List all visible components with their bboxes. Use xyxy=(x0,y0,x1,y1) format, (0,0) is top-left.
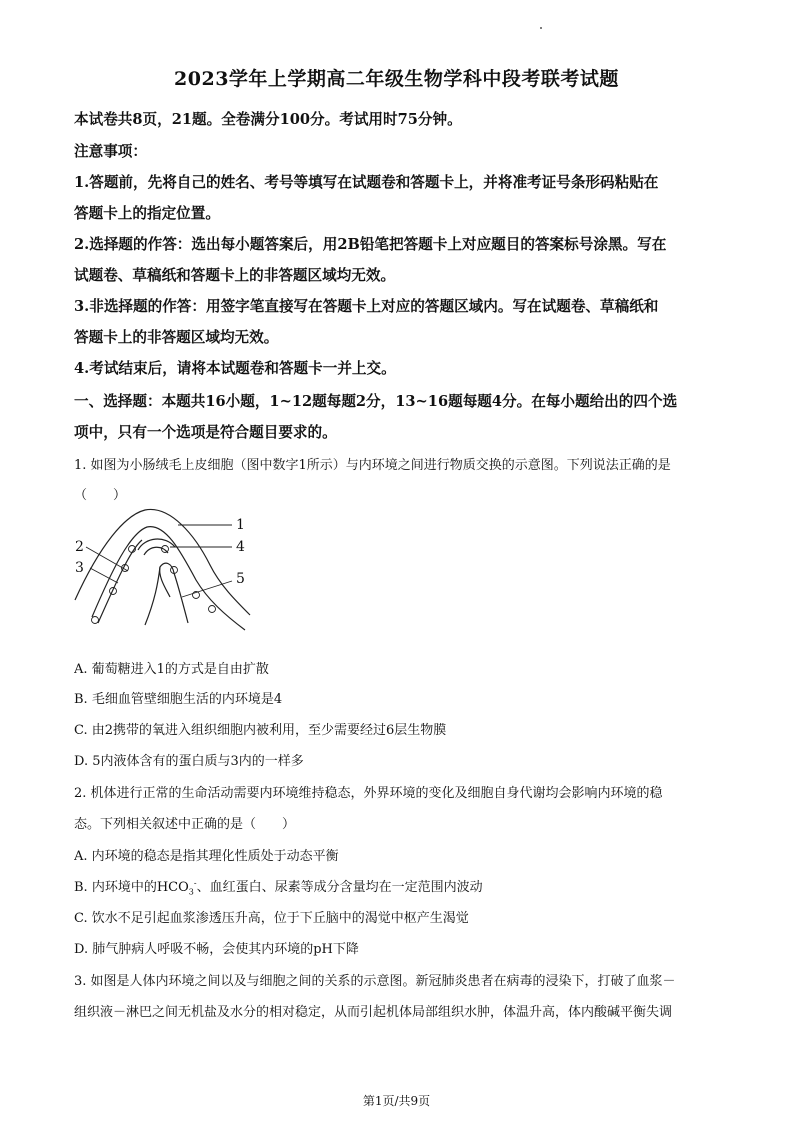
section-heading: 一、选择题：本题共16小题，1~12题每题2分，13~16题每题4分。在每小题给出的四个选 xyxy=(74,393,678,410)
q2-option-b-sup: - xyxy=(193,878,197,888)
cell-nucleus xyxy=(92,617,99,624)
figure-label-4: 4 xyxy=(236,539,245,555)
lymph-vessel-top xyxy=(138,539,175,550)
q1-option-c: C. 由2携带的氧进入组织细胞内被利用，至少需要经过6层生物膜 xyxy=(74,723,447,738)
q2-option-a: A. 内环境的稳态是指其理化性质处于动态平衡 xyxy=(74,849,339,864)
q2-option-b-sub: 3 xyxy=(188,887,194,897)
q2-stem: 2. 机体进行正常的生命活动需要内环境维持稳态，外界环境的变化及细胞自身代谢均会影响内环境的稳 xyxy=(74,786,663,801)
leader-line-2 xyxy=(86,547,128,571)
intro-line: 答题卡上的非答题区域均无效。 xyxy=(74,329,279,346)
scan-dot xyxy=(540,27,542,29)
q2-option-d: D. 肺气肿病人呼吸不畅，会使其内环境的pH下降 xyxy=(74,942,359,957)
figure-label-3: 3 xyxy=(75,560,84,576)
q1-option-d: D. 5内液体含有的蛋白质与3内的一样多 xyxy=(74,754,304,769)
section-heading: 项中，只有一个选项是符合题目要求的。 xyxy=(74,424,337,441)
intro-line: 2.选择题的作答：选出每小题答案后，用2B铅笔把答题卡上对应题目的答案标号涂黑。写在 xyxy=(74,236,667,253)
q2-option-b-post: 、血红蛋白、尿素等成分含量均在一定范围内波动 xyxy=(196,880,483,895)
q2-option-b xyxy=(74,876,734,897)
page-footer: 第1页/共9页 xyxy=(362,1094,431,1108)
q1-option-a: A. 葡萄糖进入1的方式是自由扩散 xyxy=(74,662,269,677)
q3-stem-cont: 组织液－淋巴之间无机盐及水分的相对稳定，从而引起机体局部组织水肿，体温升高，体内酸碱平衡失调 xyxy=(74,1005,673,1020)
intro-line: 3.非选择题的作答：用签字笔直接写在答题卡上对应的答题区域内。写在试题卷、草稿纸和 xyxy=(74,298,659,315)
intro-line: 本试卷共8页，21题。全卷满分100分。考试用时75分钟。 xyxy=(74,111,462,128)
lymph-vessel-inner xyxy=(144,547,168,555)
intro-line: 1.答题前，先将自己的姓名、考号等填写在试题卷和答题卡上，并将准考证号条形码粘贴在 xyxy=(74,174,659,191)
figure-label-1: 1 xyxy=(236,517,245,533)
villus-diagram xyxy=(70,505,280,635)
q3-stem: 3. 如图是人体内环境之间以及与细胞之间的关系的示意图。新冠肺炎患者在病毒的浸染下，打破了血浆－ xyxy=(74,974,676,989)
page-title: 2023学年上学期高二年级生物学科中段考联考试题 xyxy=(174,68,619,90)
figure-label-2: 2 xyxy=(75,539,84,555)
figure-label-5: 5 xyxy=(236,571,245,587)
q1-stem-blank: （ ） xyxy=(74,488,127,503)
tissue-fluid-boundary xyxy=(160,567,170,597)
q1-stem: 1. 如图为小肠绒毛上皮细胞（图中数字1所示）与内环境之间进行物质交换的示意图。下列说法正确的是 xyxy=(74,458,671,473)
cell-nucleus xyxy=(209,606,216,613)
intro-line: 试题卷、草稿纸和答题卡上的非答题区域均无效。 xyxy=(74,267,396,284)
intro-line: 注意事项： xyxy=(74,143,147,160)
q1-option-b: B. 毛细血管壁细胞生活的内环境是4 xyxy=(74,692,283,707)
q2-option-b-pre: B. 内环境中的HCO xyxy=(74,880,189,895)
intro-line: 4.考试结束后，请将本试题卷和答题卡一并上交。 xyxy=(74,360,396,377)
capillary-loop xyxy=(145,563,188,625)
q2-option-c: C. 饮水不足引起血浆渗透压升高，位于下丘脑中的渴觉中枢产生渴觉 xyxy=(74,911,469,926)
intro-line: 答题卡上的指定位置。 xyxy=(74,205,220,222)
q2-stem-cont: 态。下列相关叙述中正确的是（ ） xyxy=(74,817,296,832)
capillary-wall-left xyxy=(98,540,142,623)
